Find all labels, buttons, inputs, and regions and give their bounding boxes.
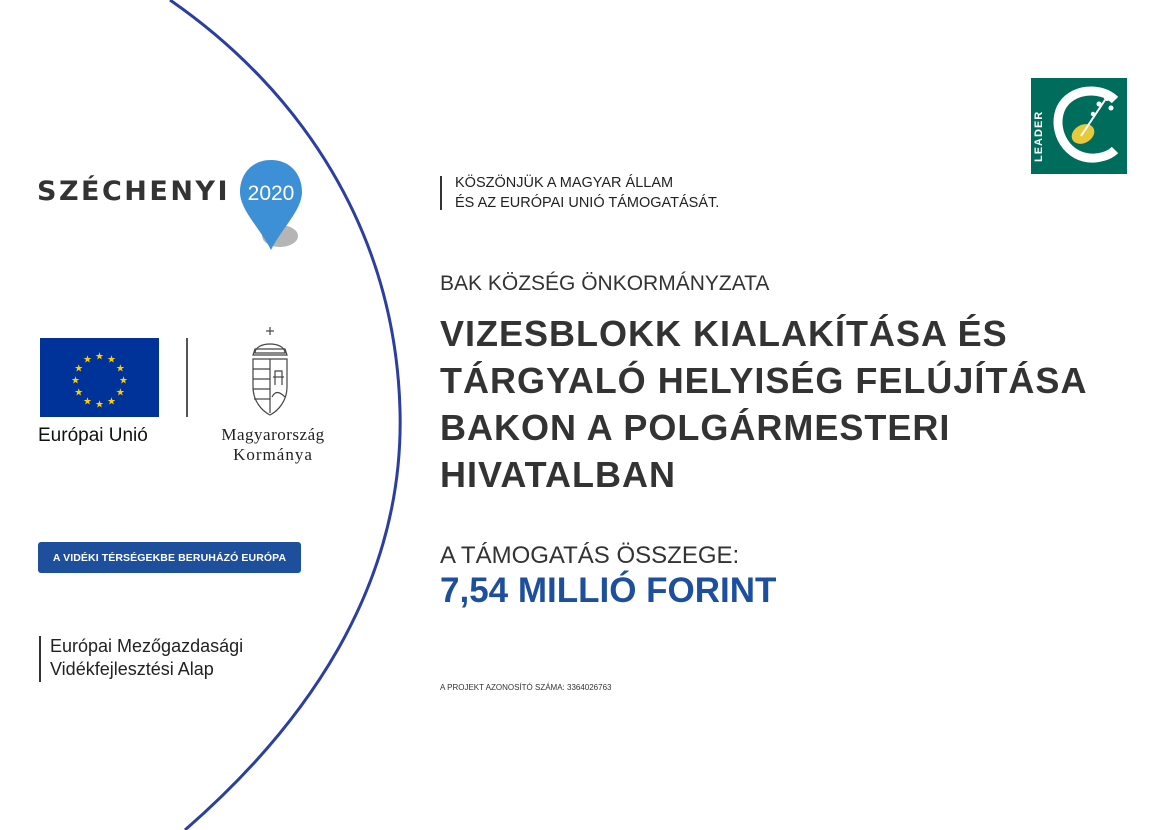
fund-line2: Vidékfejlesztési Alap <box>50 659 214 679</box>
title-line: VIZESBLOKK KIALAKÍTÁSA ÉS <box>440 313 1008 354</box>
title-line: BAKON A POLGÁRMESTERI <box>440 407 951 448</box>
leader-logo-icon <box>1031 78 1127 174</box>
thanks-line1: KÖSZÖNJÜK A MAGYAR ÁLLAM <box>455 175 674 191</box>
eu-label: Európai Unió <box>38 425 148 446</box>
thanks-text <box>455 173 719 213</box>
logo-divider <box>186 338 188 417</box>
thanks-line2: ÉS AZ EURÓPAI UNIÓ TÁMOGATÁSÁT. <box>455 195 720 211</box>
title-line: TÁRGYALÓ HELYISÉG FELÚJÍTÁSA <box>440 360 1088 401</box>
svg-text:★: ★ <box>83 396 92 408</box>
szechenyi-pin-icon <box>236 158 306 253</box>
svg-text:★: ★ <box>119 375 128 387</box>
hungarian-government-label <box>198 425 348 465</box>
hu-gov-line1: Magyarország <box>221 425 325 444</box>
svg-text:★: ★ <box>95 351 104 363</box>
svg-text:★: ★ <box>115 363 125 375</box>
svg-text:★: ★ <box>107 396 116 408</box>
svg-text:★: ★ <box>95 399 104 411</box>
coat-of-arms-icon <box>245 325 295 420</box>
svg-text:★: ★ <box>74 363 84 375</box>
fund-label <box>50 635 243 681</box>
svg-text:★: ★ <box>74 387 84 399</box>
eu-flag-icon <box>40 338 159 417</box>
fund-line1: Európai Mezőgazdasági <box>50 636 244 656</box>
rural-investment-banner: A VIDÉKI TÉRSÉGEKBE BERUHÁZÓ EURÓPA <box>38 542 301 573</box>
project-id: A PROJEKT AZONOSÍTÓ SZÁMA: 3364026763 <box>440 683 612 692</box>
project-title <box>440 310 1160 498</box>
svg-text:★: ★ <box>83 354 92 366</box>
leader-wordmark: LEADER <box>1033 110 1045 162</box>
amount-value: 7,54 MILLIÓ FORINT <box>440 571 777 610</box>
amount-label: A TÁMOGATÁS ÖSSZEGE: <box>440 542 740 569</box>
fund-divider <box>39 636 41 682</box>
svg-text:★: ★ <box>71 375 80 387</box>
organization-name: BAK KÖZSÉG ÖNKORMÁNYZATA <box>440 272 770 295</box>
szechenyi-year: 2020 <box>247 182 295 205</box>
title-line: HIVATALBAN <box>440 454 676 495</box>
svg-text:★: ★ <box>115 387 125 399</box>
svg-text:★: ★ <box>107 354 116 366</box>
hu-gov-line2: Kormánya <box>233 445 313 464</box>
thanks-divider <box>440 176 442 210</box>
szechenyi-wordmark: SZÉCHENYI <box>37 176 231 207</box>
